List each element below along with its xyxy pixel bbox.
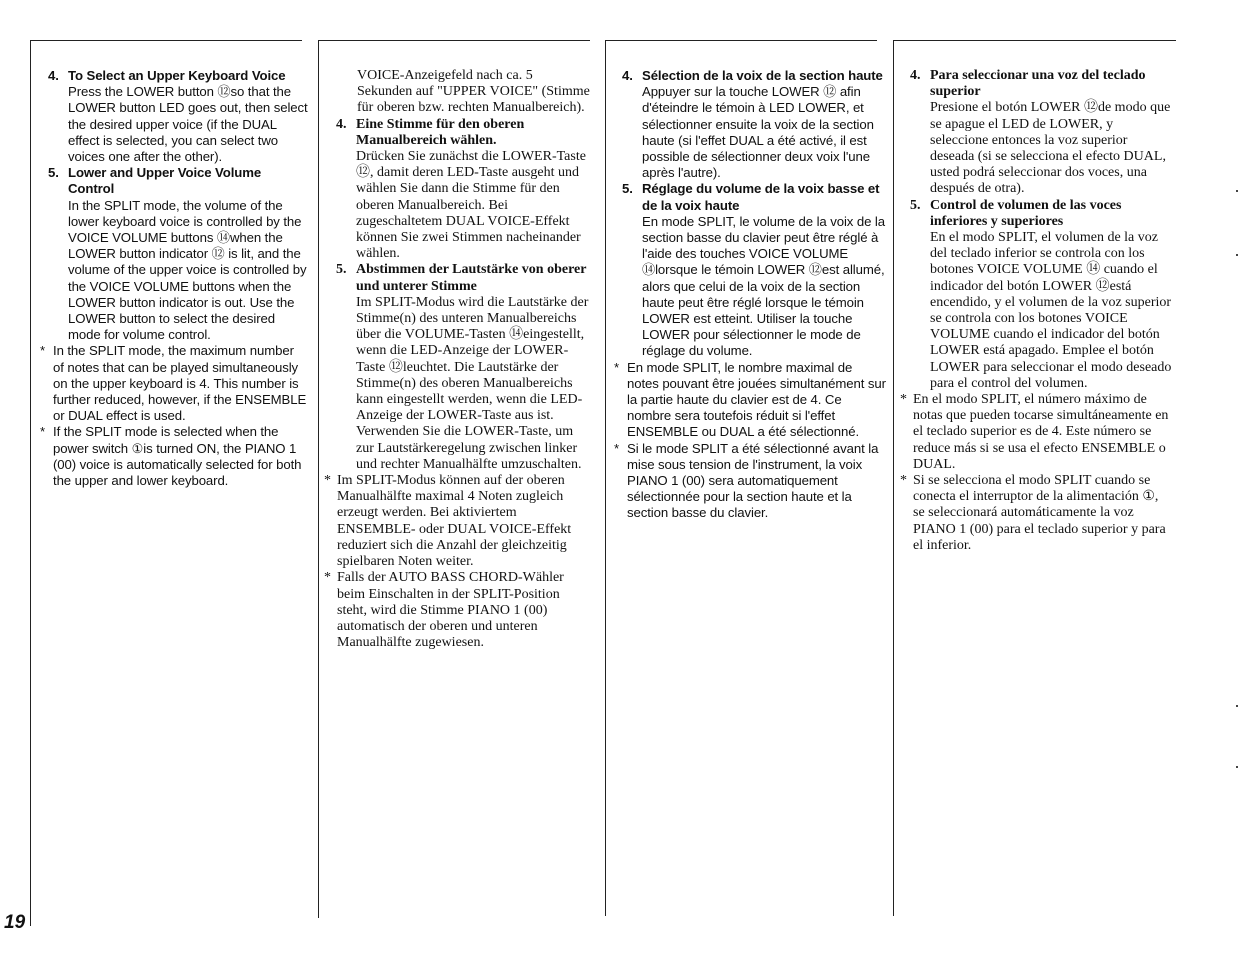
item-body: In the SPLIT mode, the volume of the lower keyboard voice is controlled by the VOICE VOLUME buttons ⑭when the LOWER button indicator ⑫ is lit, and the volume of the upper voice is controlled by the VOICE VOLUME buttons when the LOWER button indicator is out. Use the LOWER button to select the desired mode for volume control. <box>68 197 307 343</box>
column-english <box>40 68 308 489</box>
item-heading: Réglage du volume de la voix basse et de la voix haute <box>642 181 880 213</box>
note-item <box>614 360 886 441</box>
note-text: En el modo SPLIT, el número máximo de notas que pueden tocarse simultáneamente en el teclado superior es de 4. Este número se reduce más si se usa el efecto ENSEMBLE o DUAL. <box>913 392 1169 472</box>
column-4-left-rule <box>893 40 894 916</box>
item-body: Appuyer sur la touche LOWER ⑫ afin d'éteindre le témoin à LED LOWER, et sélectionner ensuite la voix de la section haute (si l'effet DUAL a été activé, il est possible de sélectionner deux voix l'une après l'autre). <box>642 84 874 181</box>
item-body: Drücken Sie zunächst die LOWER-Taste ⑫, damit deren LED-Taste ausgeht und wählen Sie dann die Stimme für den oberen Manualbereich. Bei zugeschaltetem DUAL VOICE-Effekt können Sie zwei Stimmen nacheinander wählen. <box>356 149 586 262</box>
page-number: 19 <box>4 912 26 933</box>
column-1-top-rule <box>30 40 302 41</box>
item-number: 5. <box>336 262 347 278</box>
item-body: En mode SPLIT, le volume de la voix de la section basse du clavier peut être réglé à l'aide des touches VOICE VOLUME ⑭lorsque le témoin LOWER ⑫est allumé, alors que celui de la voix de la section haute peut être réglé lorsque le témoin LOWER est etteint. Utiliser la touche LOWER pour sélectionner le mode de réglage du volume. <box>642 213 885 359</box>
note-item <box>324 570 590 651</box>
note-bullet: * <box>900 392 907 408</box>
note-text: Im SPLIT-Modus können auf der oberen Manualhälfte maximal 4 Noten zugleich erzeugt werden. Bei aktiviertem ENSEMBLE- oder DUAL VOICE-Effekt reduziert sich die Anzahl der gleichzeitig spielbaren Noten weiter. <box>337 473 572 570</box>
continuation-text: VOICE-Anzeigefeld nach ca. 5 Sekunden auf "UPPER VOICE" (Stimme für oberen bzw. rechten Manualbereich). <box>357 68 590 116</box>
column-2-left-rule <box>318 40 319 918</box>
note-text: If the SPLIT mode is selected when the power switch ①is turned ON, the PIANO 1 (00) voice is automatically selected for both the upper and lower keyboard. <box>53 424 302 489</box>
instruction-item <box>910 68 1172 198</box>
column-spanish <box>900 68 1172 554</box>
item-number: 5. <box>48 165 59 181</box>
item-number: 4. <box>910 68 921 83</box>
column-2-top-rule <box>318 40 590 41</box>
instruction-item <box>910 198 1172 392</box>
scan-speck <box>1236 766 1238 768</box>
note-text: Si se selecciona el modo SPLIT cuando se conecta el interruptor de la alimentación ①, se seleccionará automáticamente la voz PIANO 1 (00) para el teclado superior y para el inferior. <box>913 473 1166 553</box>
column-3-left-rule <box>605 40 606 916</box>
item-body: En el modo SPLIT, el volumen de la voz del teclado inferior se controla con los botones VOICE VOLUME ⑭ cuando el indicador del botón LOWER ⑫está encendido, y el volumen de la voz superior se controla con los botones VOICE VOLUME cuando el indicador del botón LOWER está apagado. Emplee el botón LOWER para seleccionar el modo deseado para el control del volumen. <box>930 230 1172 391</box>
item-body: Presione el botón LOWER ⑫de modo que se apague el LED de LOWER, y seleccione entonces la voz superior deseada (si se selecciona el efecto DUAL, usted podrá seleccionar dos voces, una después de otra). <box>930 100 1171 197</box>
item-number: 4. <box>48 68 59 83</box>
item-heading: Control de volumen de las voces inferiores y superiores <box>930 197 1122 229</box>
note-text: En mode SPLIT, le nombre maximal de notes pouvant être jouées simultanément sur la partie haute du clavier est de 4. Ce nombre sera toutefois réduit si l'effet ENSEMBLE ou DUAL a été sélectionné. <box>627 359 886 440</box>
column-3-top-rule <box>605 40 877 41</box>
column-1-left-rule <box>30 40 31 926</box>
note-bullet: * <box>40 343 46 359</box>
note-item <box>900 392 1172 473</box>
scan-speck <box>1236 190 1238 192</box>
item-heading: Para seleccionar una voz del teclado superior <box>930 68 1146 100</box>
item-heading: To Select an Upper Keyboard Voice <box>68 68 286 83</box>
item-number: 5. <box>910 197 921 213</box>
note-text: Si le mode SPLIT a été sélectionné avant la mise sous tension de l'instrument, la voix PIANO 1 (00) sera automatiquement sélectionnée pour la section haute et la section basse du clavier. <box>627 440 879 521</box>
instruction-item <box>622 68 886 181</box>
column-french <box>614 68 886 522</box>
item-body: Im SPLIT-Modus wird die Lautstärke der Stimme(n) des unteren Manualbereichs über die VOLUME-Tasten ⑭eingestellt, wenn die LED-Anzeige der LOWER-Taste ⑫leuchtet. Die Lautstärke der Stimme(n) des oberen Manualbereichs kann eingestellt werden, wenn die LED-Anzeige der LOWER-Taste aus ist. Verwenden Sie die LOWER-Taste, um zur Lautstärkeregelung zwischen linker und rechter Manualhälfte umzuschalten. <box>356 294 589 472</box>
item-heading: Eine Stimme für den oberen Manualbereich wählen. <box>356 116 525 148</box>
note-bullet: * <box>324 570 331 586</box>
scan-speck <box>1236 254 1238 256</box>
item-number: 4. <box>622 68 633 83</box>
note-item <box>324 473 590 570</box>
note-item <box>40 424 308 489</box>
note-item <box>900 473 1172 554</box>
note-item <box>40 343 308 424</box>
instruction-item <box>48 165 308 343</box>
item-number: 5. <box>622 181 633 197</box>
note-bullet: * <box>324 473 331 489</box>
instruction-item <box>48 68 308 165</box>
column-german <box>324 68 590 651</box>
note-bullet: * <box>40 424 46 440</box>
note-bullet: * <box>614 440 620 456</box>
item-heading: Abstimmen der Lautstärke von oberer und unterer Stimme <box>356 262 587 294</box>
note-text: Falls der AUTO BASS CHORD-Wähler beim Einschalten in der SPLIT-Position steht, wird die Stimme PIANO 1 (00) automatisch der oberen und unteren Manualhälfte zugewiesen. <box>337 570 564 651</box>
item-number: 4. <box>336 116 347 132</box>
item-body: Press the LOWER button ⑫so that the LOWER button LED goes out, then select the desired upper voice (if the DUAL effect is selected, you can select two voices one after the other). <box>68 84 308 165</box>
instruction-item <box>336 117 590 263</box>
scan-speck <box>1236 705 1238 707</box>
note-bullet: * <box>614 359 620 375</box>
instruction-item <box>336 262 590 473</box>
item-heading: Lower and Upper Voice Volume Control <box>68 165 262 197</box>
column-4-top-rule <box>893 40 1176 41</box>
note-bullet: * <box>900 473 907 489</box>
item-heading: Sélection de la voix de la section haute <box>642 68 883 83</box>
note-item <box>614 441 886 522</box>
note-text: In the SPLIT mode, the maximum number of notes that can be played simultaneously on the upper keyboard is 4. This number is further reduced, however, if the ENSEMBLE or DUAL effect is used. <box>53 343 307 424</box>
instruction-item <box>622 181 886 359</box>
